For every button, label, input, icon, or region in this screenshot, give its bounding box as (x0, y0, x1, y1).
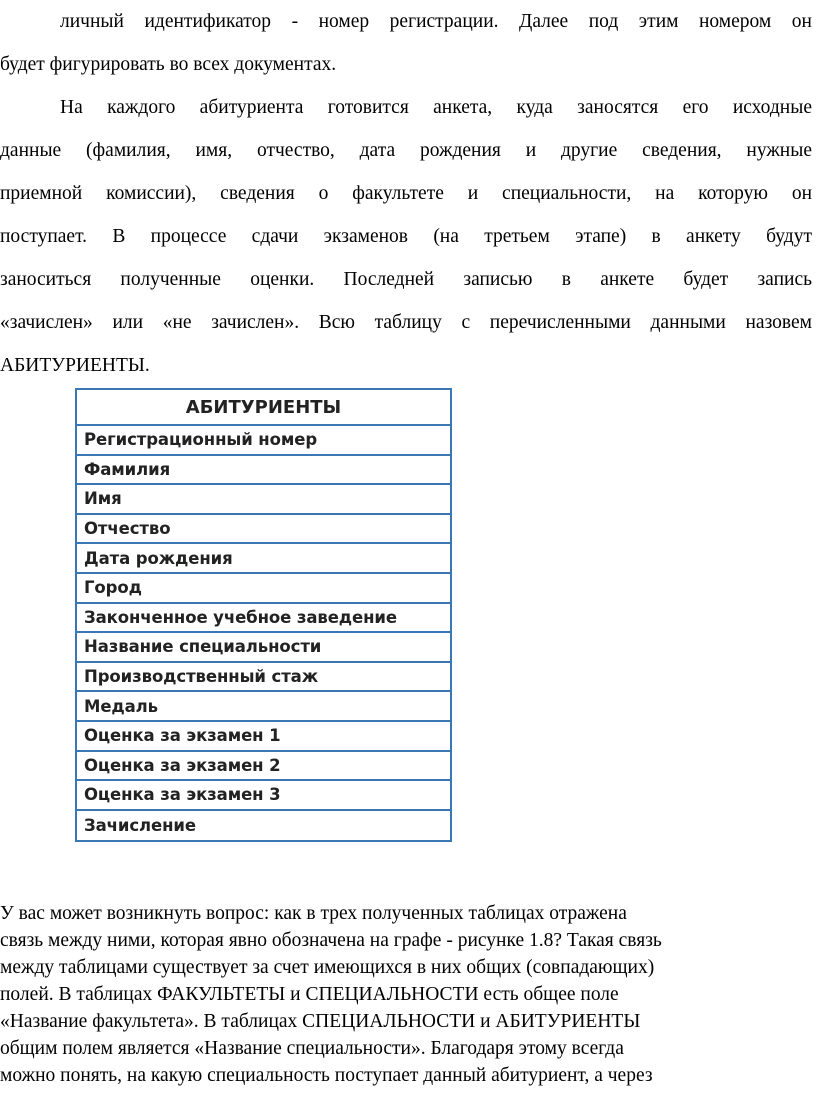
text-line: будет фигурировать во всех документах. (0, 54, 337, 75)
table-row: Отчество (77, 515, 450, 545)
table-title: АБИТУРИЕНТЫ (77, 390, 450, 426)
text-line: общим полем является «Название специальности». Благодаря этому всегда (0, 1038, 624, 1059)
text-line: У вас может возникнуть вопрос: как в трех полученных таблицах отражена (0, 903, 627, 924)
text-line: между таблицами существует за счет имеющихся в них общих (совпадающих) (0, 957, 655, 978)
table-row: Название специальности (77, 633, 450, 663)
document-body-top (0, 0, 812, 387)
text-line: личный идентификатор - номер регистрации. Далее под этим номером он (60, 11, 812, 32)
text-line: АБИТУРИЕНТЫ. (0, 355, 150, 376)
table-row: Оценка за экзамен 3 (77, 781, 450, 811)
table-row: Фамилия (77, 456, 450, 486)
text-line: приемной комиссии), сведения о факультете и специальности, на которую он (0, 183, 812, 204)
text-line: «Название факультета». В таблицах СПЕЦИАЛЬНОСТИ и АБИТУРИЕНТЫ (0, 1011, 641, 1032)
table-row: Законченное учебное заведение (77, 604, 450, 634)
abiturients-table (75, 388, 452, 842)
text-line: полей. В таблицах ФАКУЛЬТЕТЫ и СПЕЦИАЛЬНОСТИ есть общее поле (0, 984, 619, 1005)
table-row: Зачисление (84, 816, 196, 836)
text-line: связь между ними, которая явно обозначена на графе - рисунке 1.8? Такая связь (0, 930, 662, 951)
table-row: Регистрационный номер (77, 426, 450, 456)
table-row: Город (77, 574, 450, 604)
document-body-bottom (0, 900, 812, 1089)
text-line: поступает. В процессе сдачи экзаменов (на третьем этапе) в анкету будут (0, 226, 812, 247)
table-row: Дата рождения (77, 544, 450, 574)
text-line: «зачислен» или «не зачислен». Всю таблицу с перечисленными данными назовем (0, 312, 812, 333)
text-line: заноситься полученные оценки. Последней записью в анкете будет запись (0, 269, 812, 290)
text-line: можно понять, на какую специальность поступает данный абитуриент, а через (0, 1065, 653, 1086)
text-line: данные (фамилия, имя, отчество, дата рождения и другие сведения, нужные (0, 140, 812, 161)
table-row: Оценка за экзамен 2 (77, 752, 450, 782)
table-row: Оценка за экзамен 1 (77, 722, 450, 752)
table-row: Имя (77, 485, 450, 515)
table-row: Производственный стаж (77, 663, 450, 693)
table-row: Медаль (77, 692, 450, 722)
text-line: На каждого абитуриента готовится анкета, куда заносятся его исходные (60, 97, 812, 118)
